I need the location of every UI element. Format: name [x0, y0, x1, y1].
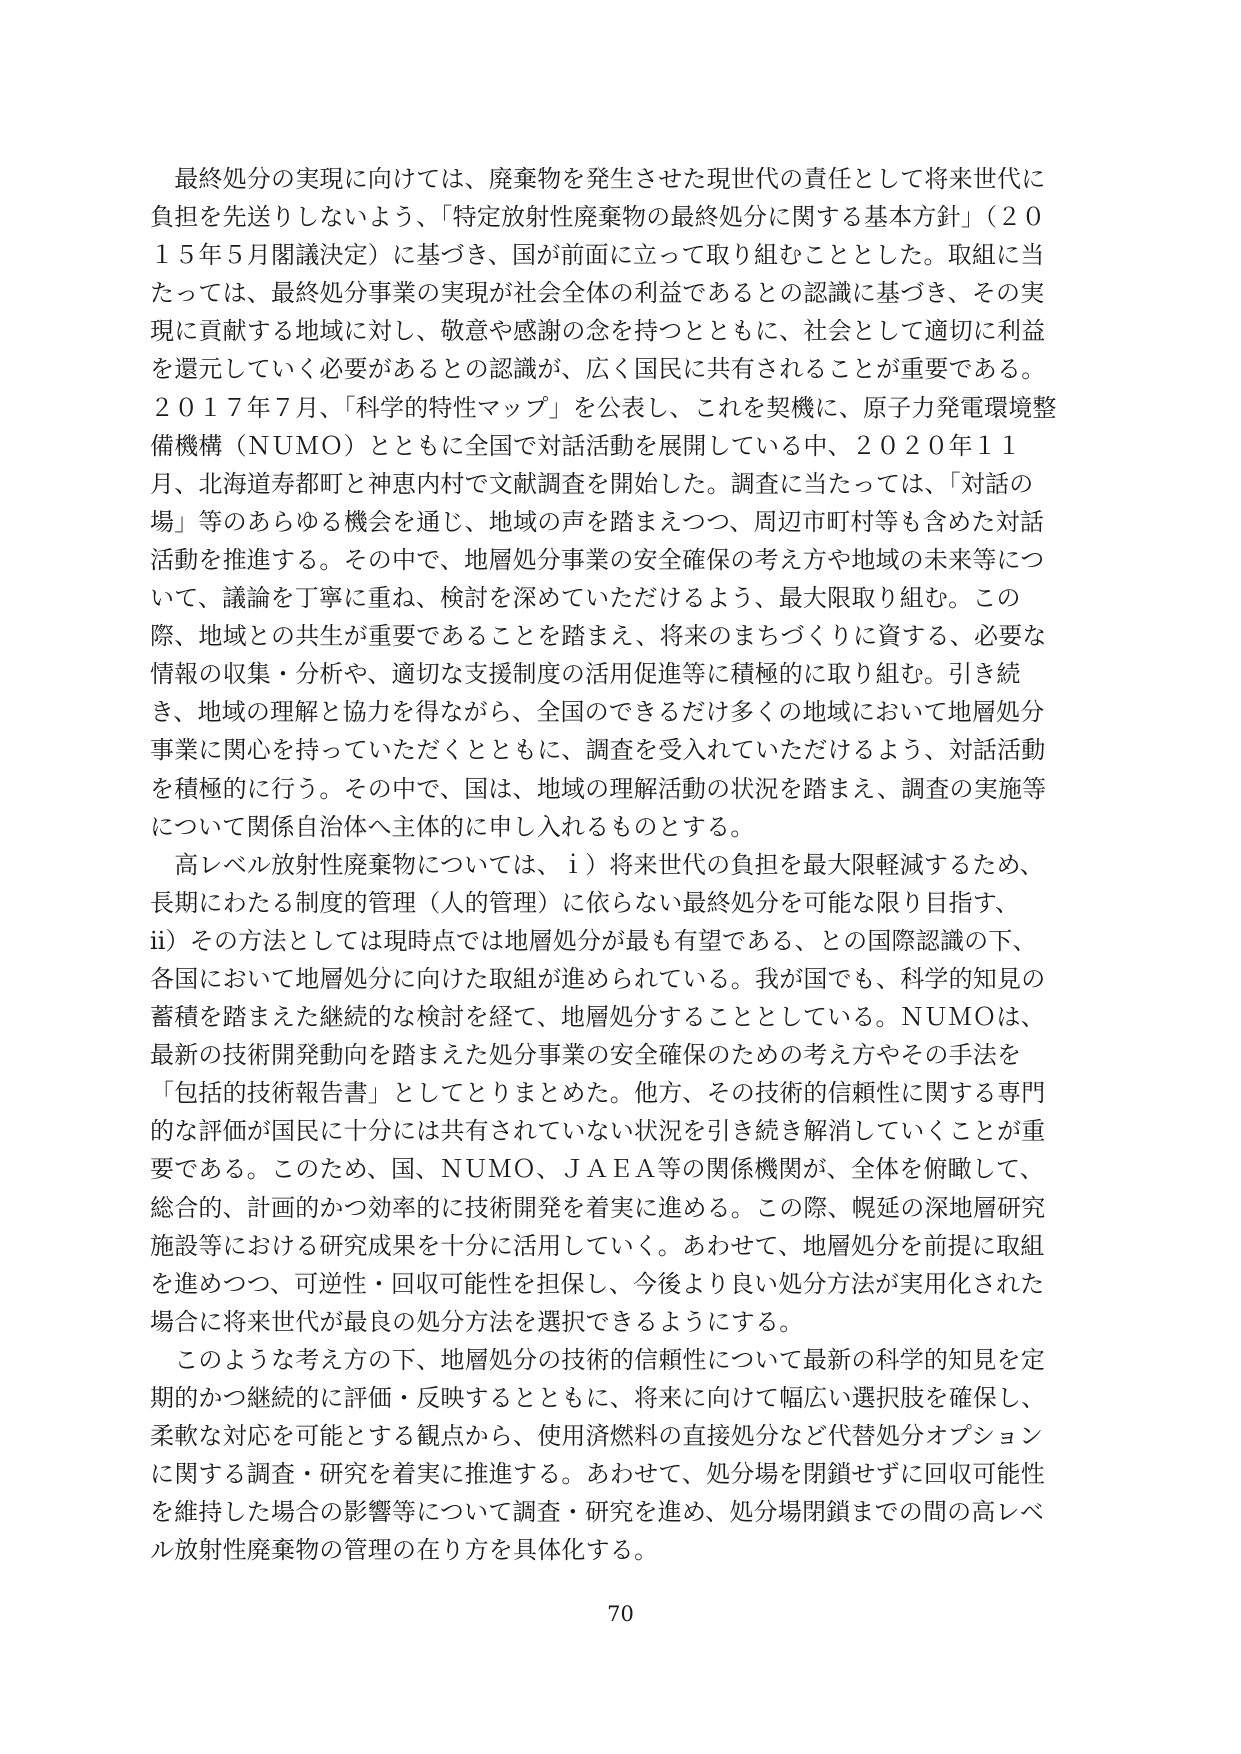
text-line: たっては、最終処分事業の実現が社会全体の利益であるとの認識に基づき、その実 — [150, 279, 1045, 308]
text-line: ⅱ）その方法としては現時点では地層処分が最も有望である、との国際認識の下、 — [150, 926, 1037, 955]
text-line: を維持した場合の影響等について調査・研究を進め、処分場閉鎖までの間の高レベ — [150, 1498, 1044, 1527]
text-line: を進めつつ、可逆性・回収可能性を担保し、今後より良い処分方法が実用化された — [150, 1269, 1045, 1298]
text-line: 情報の収集・分析や、適切な支援制度の活用促進等に積極的に取り組む。引き続 — [150, 660, 1021, 689]
text-line: 月、北海道寿都町と神恵内村で文献調査を開始した。調査に当たっては、「対話の — [150, 469, 1034, 498]
text-line: ル放射性廃棄物の管理の在り方を具体化する。 — [150, 1536, 659, 1565]
text-line: 備機構（ＮＵＭＯ）とともに全国で対話活動を展開している中、２０２０年１１ — [150, 431, 1022, 460]
text-line: 柔軟な対応を可能とする観点から、使用済燃料の直接処分など代替処分オプション — [150, 1422, 1044, 1451]
text-line: 負担を先送りしないよう、「特定放射性廃棄物の最終処分に関する基本方針」（２０ — [150, 203, 1046, 232]
text-line: 際、地域との共生が重要であることを踏まえ、将来のまちづくりに資する、必要な — [150, 622, 1047, 651]
body-text — [150, 160, 1090, 1569]
text-line: ２０１７年７月、「科学的特性マップ」を公表し、これを契機に、原子力発電環境整 — [150, 393, 1057, 422]
text-line: 活動を推進する。その中で、地層処分事業の安全確保の考え方や地域の未来等につ — [150, 545, 1045, 574]
text-line: 総合的、計画的かつ効率的に技術開発を着実に進める。この際、幌延の深地層研究 — [150, 1193, 1046, 1222]
text-line: き、地域の理解と協力を得ながら、全国のできるだけ多くの地域において地層処分 — [150, 698, 1045, 727]
text-line: 施設等における研究成果を十分に活用していく。あわせて、地層処分を前提に取組 — [150, 1231, 1045, 1260]
text-line: このような考え方の下、地層処分の技術的信頼性について最新の科学的知見を定 — [150, 1345, 1045, 1374]
text-line: 「包括的技術報告書」としてとりまとめた。他方、その技術的信頼性に関する専門 — [150, 1079, 1046, 1108]
text-line: 最終処分の実現に向けては、廃棄物を発生させた現世代の責任として将来世代に — [150, 165, 1046, 193]
page-number: 70 — [607, 1602, 634, 1626]
text-line: 最新の技術開発動向を踏まえた処分事業の安全確保のための考え方やその手法を — [150, 1041, 1022, 1070]
text-line: いて、議論を丁寧に重ね、検討を深めていただけるよう、最大限取り組む。この — [150, 584, 1021, 613]
text-line: を還元していく必要があるとの認識が、広く国民に共有されることが重要である。 — [150, 355, 1046, 384]
text-line: 事業に関心を持っていただくとともに、調査を受入れていただけるよう、対話活動 — [150, 736, 1046, 765]
text-line: について関係自治体へ主体的に申し入れるものとする。 — [150, 812, 755, 841]
text-line: 各国において地層処分に向けた取組が進められている。我が国でも、科学的知見の — [150, 964, 1046, 993]
text-line: 的な評価が国民に十分には共有されていない状況を引き続き解消していくことが重 — [150, 1117, 1046, 1146]
text-line: を積極的に行う。その中で、国は、地域の理解活動の状況を踏まえ、調査の実施等 — [150, 774, 1047, 803]
text-line: 場合に将来世代が最良の処分方法を選択できるようにする。 — [150, 1307, 804, 1336]
text-line: に関する調査・研究を着実に推進する。あわせて、処分場を閉鎖せずに回収可能性 — [150, 1460, 1045, 1489]
text-line: 現に貢献する地域に対し、敬意や感謝の念を持つとともに、社会として適切に利益 — [150, 317, 1046, 346]
text-line: 蓄積を踏まえた継続的な検討を経て、地層処分することとしている。ＮＵＭＯは、 — [150, 1003, 1045, 1032]
text-line: 高レベル放射性廃棄物については、ｉ）将来世代の負担を最大限軽減するため、 — [150, 850, 1044, 879]
text-line: １５年５月閣議決定）に基づき、国が前面に立って取り組むこととした。取組に当 — [150, 241, 1045, 270]
text-line: 長期にわたる制度的管理（人的管理）に依らない最終処分を可能な限り目指す、 — [150, 888, 1020, 917]
text-line: 場」等のあらゆる機会を通じ、地域の声を踏まえつつ、周辺市町村等も含めた対話 — [150, 507, 1044, 536]
text-line: 要である。このため、国、ＮＵＭＯ、ＪＡＥＡ等の関係機関が、全体を俯瞰して、 — [150, 1155, 1044, 1184]
text-line: 期的かつ継続的に評価・反映するとともに、将来に向けて幅広い選択肢を確保し、 — [150, 1384, 1046, 1412]
